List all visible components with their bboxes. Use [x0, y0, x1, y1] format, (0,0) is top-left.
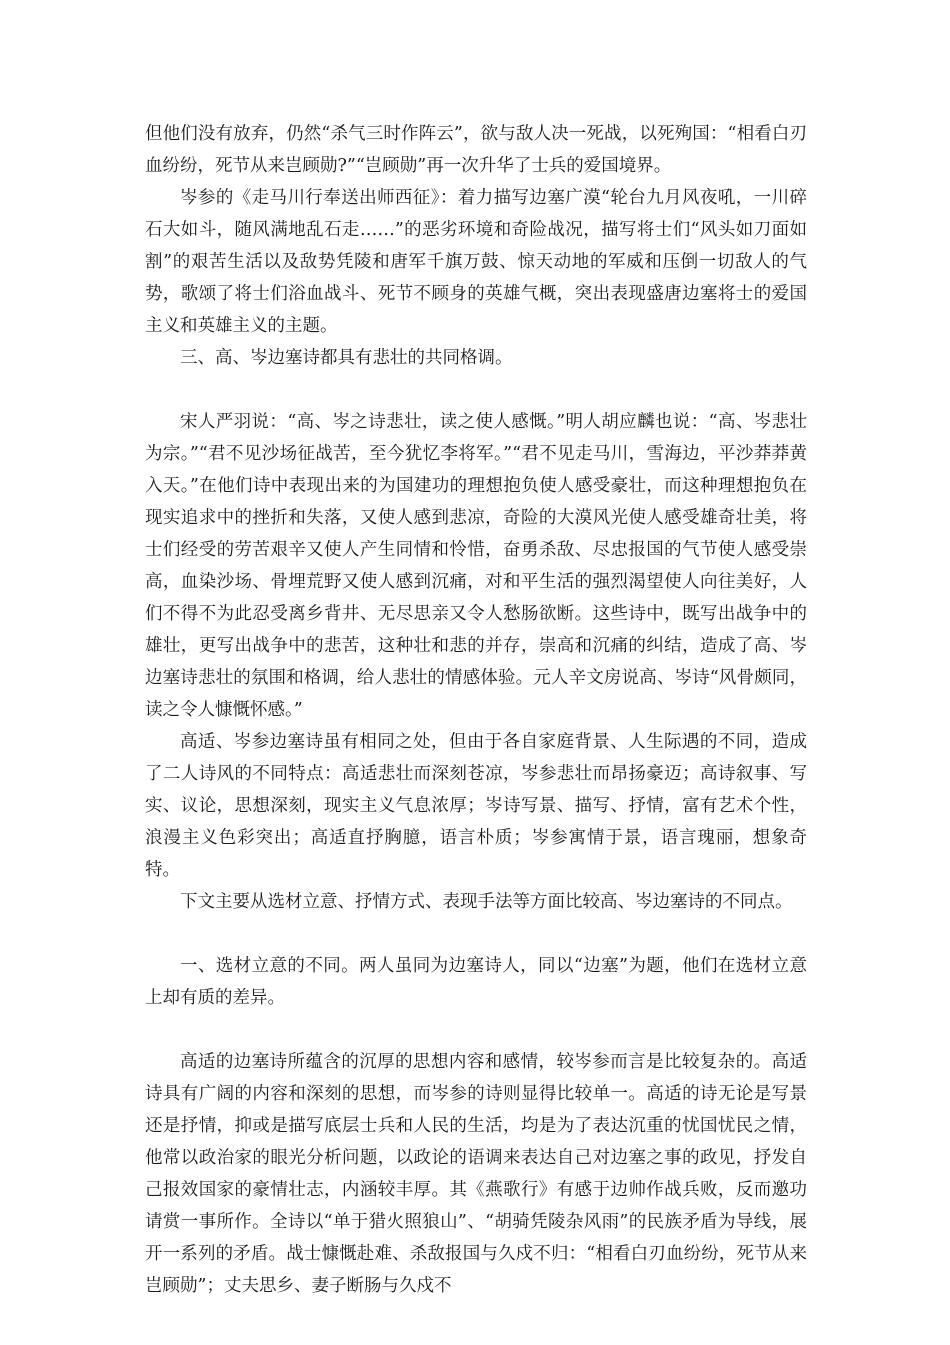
paragraph-gap	[145, 1014, 807, 1046]
document-page	[145, 118, 807, 1302]
paragraph-continued-soldiers-patriotism: 但他们没有放弃，仍然“杀气三时作阵云”，欲与敌人决一死战，以死殉国：“相看白刃血纷纷，死节从来岂顾勋?”“岂顾勋”再一次升华了士兵的爱国境界。	[145, 124, 807, 176]
paragraph-gap	[145, 918, 807, 950]
paragraph-comparison-intro: 下文主要从选材立意、抒情方式、表现手法等方面比较高、岑边塞诗的不同点。	[180, 892, 793, 912]
paragraph-cen-shen-zoumachuan: 岑参的《走马川行奉送出师西征》：着力描写边塞广漠“轮台九月风夜吼，一川碎石大如斗，随风满地乱石走……”的恶劣环境和奇险战况，描写将士们“风头如刀面如割”的艰苦生活以及敌势凭陵和唐军千旗万鼓、惊天动地的军威和压倒一切敌人的气势，歌颂了将士们浴血战斗、死节不顾身的英雄气概，突出表现盛唐边塞将士的爱国主义和英雄主义的主题。	[145, 188, 807, 336]
paragraph-gao-shi-content: 高适的边塞诗所蕴含的沉厚的思想内容和感情，较岑参而言是比较复杂的。高适诗具有广阔的内容和深刻的思想，而岑参的诗则显得比较单一。高适的诗无论是写景还是抒情，抑或是描写底层士兵和人民的生活，均是为了表达沉重的忧国忧民之情，他常以政治家的眼光分析问题，以政论的语调来表达自己对边塞之事的政见，抒发自己报效国家的豪情壮志，内涵较丰厚。其《燕歌行》有感于边帅作战兵败，反而邀功请赏一事所作。全诗以“单于猎火照狼山”、“胡骑凭陵杂风雨”的民族矛盾为导线，展开一系列的矛盾。战士慷慨赴难、杀敌报国与久戍不归：“相看白刃血纷纷，死节从来岂顾勋”；丈夫思乡、妻子断肠与久戍不	[145, 1052, 807, 1296]
section-heading-theme-difference: 一、选材立意的不同。两人虽同为边塞诗人，同以“边塞”为题，他们在选材立意上却有质的差异。	[145, 956, 807, 1008]
section-heading-common-tone: 三、高、岑边塞诗都具有悲壮的共同格调。	[180, 348, 513, 368]
paragraph-tragic-heroism: 宋人严羽说：“高、岑之诗悲壮，读之使人感慨。”明人胡应麟也说：“高、岑悲壮为宗。”“君不见沙场征战苦，至今犹忆李将军。”“君不见走马川，雪海边，平沙莽莽黄入天。”在他们诗中表现出来的为国建功的理想抱负使人感受豪壮，而这种理想抱负在现实追求中的挫折和失落，又使人感到悲凉，奇险的大漠风光使人感受雄奇壮美，将士们经受的劳苦艰辛又使人产生同情和怜惜，奋勇杀敌、尽忠报国的气节使人感受崇高，血染沙场、骨埋荒野又使人感到沉痛，对和平生活的强烈渴望使人向往美好，人们不得不为此忍受离乡背井、无尽思亲又令人愁肠欲断。这些诗中，既写出战争中的雄壮，更写出战争中的悲苦，这种壮和悲的并存，崇高和沉痛的纠结，造成了高、岑边塞诗悲壮的氛围和格调，给人悲壮的情感体验。元人辛文房说高、岑诗“风骨颇同，读之令人慷慨怀感。”	[145, 412, 807, 720]
paragraph-gap	[145, 374, 807, 406]
paragraph-style-differences: 高适、岑参边塞诗虽有相同之处，但由于各自家庭背景、人生际遇的不同，造成了二人诗风的不同特点：高适悲壮而深刻苍凉，岑参悲壮而昂扬豪迈；高诗叙事、写实、议论，思想深刻，现实主义气息浓厚；岑诗写景、描写、抒情，富有艺术个性，浪漫主义色彩突出；高适直抒胸臆，语言朴质；岑参寓情于景，语言瑰丽，想象奇特。	[145, 732, 807, 880]
